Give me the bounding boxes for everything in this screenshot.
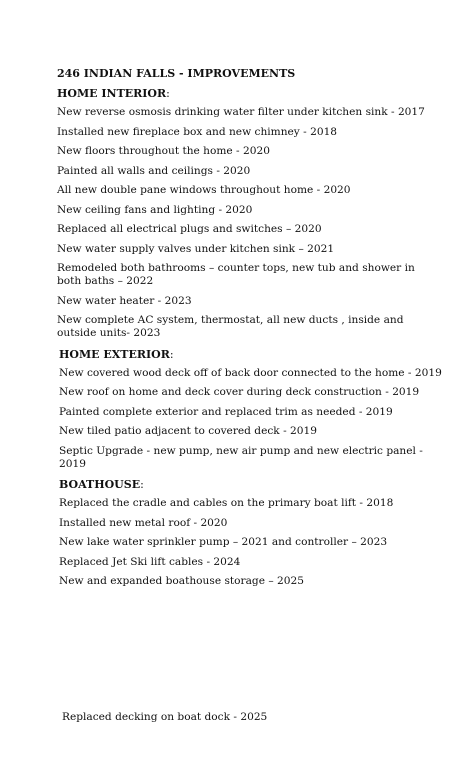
document-title: 246 INDIAN FALLS - IMPROVEMENTS xyxy=(57,67,296,80)
section-heading xyxy=(59,477,442,492)
section-home-interior xyxy=(57,86,442,340)
section-heading-name: HOME EXTERIOR xyxy=(59,347,170,361)
list-item: Painted complete exterior and replaced trim as needed - 2019 xyxy=(59,405,393,418)
list-item: New covered wood deck off of back door connected to the home - 2019 xyxy=(59,366,442,379)
list-item: Replaced all electrical plugs and switches – 2020 xyxy=(57,223,322,235)
list-item: New floors throughout the home - 2020 xyxy=(57,145,270,157)
list-item: New and expanded boathouse storage – 2025 xyxy=(59,575,304,587)
list-item: New reverse osmosis drinking water filter under kitchen sink - 2017 xyxy=(57,106,425,118)
list-item: Installed new metal roof - 2020 xyxy=(59,516,228,529)
list-item: New water heater - 2023 xyxy=(57,294,192,307)
section-boathouse xyxy=(57,477,442,588)
list-item: New water supply valves under kitchen sink – 2021 xyxy=(57,242,335,255)
section-heading-suffix: : xyxy=(166,87,170,100)
improvement-list xyxy=(57,106,442,340)
section-heading xyxy=(57,86,442,101)
improvement-list xyxy=(59,367,442,471)
section-home-exterior xyxy=(57,347,442,471)
list-item: Remodeled both bathrooms – counter tops, new tub and shower in both baths – 2022 xyxy=(57,262,415,287)
section-heading-suffix: : xyxy=(140,478,144,491)
list-item: Painted all walls and ceilings - 2020 xyxy=(57,164,251,177)
list-item: Installed new fireplace box and new chimney - 2018 xyxy=(57,125,338,138)
list-item: New ceiling fans and lighting - 2020 xyxy=(57,203,253,216)
section-heading-suffix: : xyxy=(169,347,174,361)
section-heading xyxy=(59,347,442,362)
list-item: Septic Upgrade - new pump, new air pump and new electric panel - 2019 xyxy=(59,444,423,470)
section-heading-name: HOME INTERIOR xyxy=(57,87,167,100)
footer-list-item: Replaced decking on boat dock - 2025 xyxy=(62,711,268,723)
list-item: Replaced Jet Ski lift cables - 2024 xyxy=(59,555,241,568)
document-body xyxy=(57,66,442,595)
list-item: Replaced the cradle and cables on the primary boat lift - 2018 xyxy=(59,497,394,509)
list-item: New lake water sprinkler pump – 2021 and controller – 2023 xyxy=(59,536,388,548)
improvement-list xyxy=(59,497,442,588)
list-item: New roof on home and deck cover during deck construction - 2019 xyxy=(59,386,420,398)
list-item: New complete AC system, thermostat, all new ducts , inside and outside units- 2023 xyxy=(57,314,404,339)
list-item: All new double pane windows throughout home - 2020 xyxy=(57,184,351,196)
section-heading-name: BOATHOUSE xyxy=(59,478,141,491)
list-item: New tiled patio adjacent to covered deck - 2019 xyxy=(59,425,317,437)
